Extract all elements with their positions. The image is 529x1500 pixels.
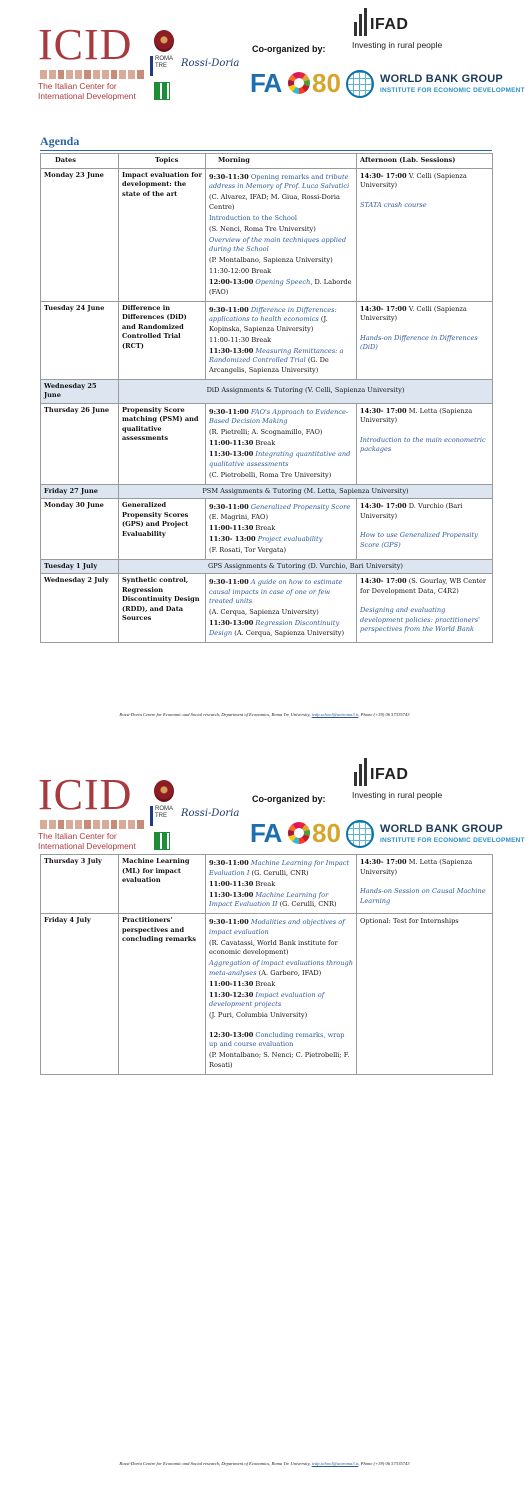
afternoon-session (357, 301, 493, 379)
ifad-name: IFAD (370, 16, 409, 33)
session-line (209, 256, 353, 266)
session-text: Introduction to the main econometric packages (360, 435, 486, 453)
session-line (360, 606, 489, 635)
session-text: Overview of the main techniques applied during the School (209, 235, 347, 253)
column-header-morning: Morning (206, 154, 357, 169)
footer-phone: , Phone (+39) 06 57335743 (358, 712, 410, 717)
session-text: (J. Puri, Columbia University) (209, 1011, 308, 1019)
session-line (209, 471, 353, 481)
session-text: M. Letta (Sapienza University) (360, 858, 473, 876)
session-line (209, 408, 353, 427)
session-line (360, 407, 489, 426)
icid-name-line1: The Italian Center for (38, 831, 117, 841)
session-time: 11:00-11:30 (209, 523, 254, 532)
session-text: (A. Cerqua, Sapienza University) (232, 628, 345, 637)
agenda-date: Friday 27 June (41, 484, 119, 499)
session-text: (F. Rosati, Tor Vergata) (209, 545, 287, 554)
world-bank-logo (346, 70, 525, 100)
tutoring-session: DiD Assignments & Tutoring (V. Celli, Sapienza University) (119, 379, 493, 403)
session-text: Opening Speech (253, 278, 311, 286)
icid-name-line2: International Development (38, 841, 136, 851)
session-text: Machine Learning for Impact Evaluation I (209, 859, 350, 877)
session-time: 14:30- 17:00 (360, 304, 407, 313)
fao-anniversary: 80 (312, 818, 341, 848)
session-text: Designing and evaluating development policies: practitioners' perspectives from the World Bank (360, 606, 480, 633)
session-line (209, 225, 353, 235)
session-time: 9:30-11:00 (209, 918, 249, 926)
session-line (360, 201, 489, 211)
session-line (209, 939, 353, 958)
fao-text: FA (250, 68, 282, 98)
session-text: (C. Alvarez, IFAD; M. Giua, Rossi-Doria Centre) (209, 193, 340, 211)
session-text: Aggregation of impact evaluations through meta-analyses (209, 959, 353, 977)
session-text: Modalities and objectives of impact evaluation (209, 918, 345, 936)
fao-text: FA (250, 818, 282, 848)
session-text: Project evaluability (255, 534, 323, 543)
session-text: (A. Garbero, IFAD) (256, 968, 322, 977)
session-line (209, 608, 353, 618)
roma-tre-line1: ROMA (155, 806, 173, 812)
session-line (360, 577, 489, 596)
icid-logo-text: ICID (38, 770, 133, 819)
session-line (209, 267, 353, 277)
session-time: 11:30-12:30 (209, 990, 254, 999)
icid-logo-text: ICID (38, 20, 133, 69)
icid-logo (38, 20, 148, 107)
session-line (360, 436, 489, 455)
session-line (209, 278, 353, 297)
icid-logo-squares (40, 820, 144, 829)
session-text: Break (253, 523, 276, 532)
session-line (209, 619, 353, 638)
page-footer (0, 1461, 529, 1466)
world-bank-name: WORLD BANK GROUP (380, 823, 503, 835)
session-text: (G. Cerulli, CNR) (249, 868, 309, 877)
agenda-row (41, 574, 493, 643)
world-bank-institute: INSTITUTE FOR ECONOMIC DEVELOPMENT (380, 837, 525, 844)
agenda-date: Thursday 3 July (41, 855, 119, 914)
fao-anniversary: 80 (312, 68, 341, 98)
session-text: (P. Montalbano, Sapienza University) (209, 256, 333, 264)
agenda-tutoring-row (41, 379, 493, 403)
session-text: STATA crash course (360, 200, 427, 209)
session-text: (G. De Arcangelis, Sapienza University) (209, 356, 329, 374)
session-line (209, 918, 353, 937)
session-line (209, 880, 353, 890)
session-line (360, 858, 489, 877)
session-time: 9:30-11:00 (209, 407, 249, 416)
agenda-tutoring-row (41, 484, 493, 499)
session-line (360, 917, 489, 927)
session-text: (P. Montalbano; S. Nenci; C. Pietrobelli; F. Rosati) (209, 1051, 350, 1069)
globe-icon (346, 820, 374, 848)
agenda-row (41, 301, 493, 379)
footer-phone: , Phone (+39) 06 57335743 (358, 1461, 410, 1466)
agenda-date: Monday 30 June (41, 499, 119, 560)
morning-session (206, 855, 357, 914)
agenda-divider (40, 150, 492, 151)
afternoon-session (357, 499, 493, 560)
session-text: Opening remarks and (248, 172, 326, 181)
session-line (360, 334, 489, 353)
morning-session (206, 914, 357, 1075)
session-line (209, 193, 353, 212)
column-header-topics: Topics (119, 154, 206, 169)
agenda-row (41, 403, 493, 484)
session-time: 11:30-13:00 (209, 346, 254, 355)
agenda-date: Tuesday 1 July (41, 559, 119, 574)
rossi-doria-logo: Rossi-Doria (181, 58, 240, 69)
tutoring-session: PSM Assignments & Tutoring (M. Letta, Sapienza University) (119, 484, 493, 499)
footer-text: Rossi-Doria Centre for Economic and Social research, Department of Economics, Roma Tre University, (119, 1461, 311, 1466)
icid-logo (38, 770, 148, 857)
icid-logo-letters (38, 20, 133, 69)
morning-session (206, 168, 357, 301)
column-header-dates: Dates (41, 154, 119, 169)
agenda-header-row (41, 154, 493, 169)
session-line (209, 959, 353, 978)
roma-tre-line2: TRE (155, 63, 167, 69)
fao-sdg-ring-icon (288, 822, 310, 844)
icid-full-name (38, 81, 158, 101)
session-line (209, 524, 353, 534)
morning-session (206, 403, 357, 484)
afternoon-session (357, 574, 493, 643)
world-bank-logo (346, 820, 525, 850)
session-time: 11:00-11:30 (209, 879, 254, 888)
morning-session (206, 499, 357, 560)
agenda-date: Tuesday 24 June (41, 301, 119, 379)
session-text: A guide on how to estimate causal impacts in case of one or few treated units (209, 578, 343, 605)
session-text: V. Celli (Sapienza University) (360, 304, 467, 322)
session-line (360, 502, 489, 521)
agenda-row (41, 499, 493, 560)
session-text: Break (253, 879, 276, 888)
session-text: How to use Generalized Propensity Score (GPS) (360, 531, 478, 549)
session-time: 11:00-11:30 (209, 439, 254, 447)
session-line (209, 439, 353, 449)
session-line (209, 347, 353, 376)
session-time: 11:30-13:00 (209, 619, 254, 627)
session-line (209, 450, 353, 469)
morning-session (206, 301, 357, 379)
sapienza-seal-icon (154, 780, 174, 802)
session-text: Generalized Propensity Score (248, 503, 351, 511)
icid-logo-letters (38, 770, 133, 819)
agenda-topic: Generalized Propensity Scores (GPS) and Project Evaluability (119, 499, 206, 560)
roma-tre-line1: ROMA (155, 56, 173, 62)
ifad-name: IFAD (370, 766, 409, 783)
footer-email-link[interactable]: iedp.school@uniroma3.it (311, 1461, 359, 1466)
agenda-table-continued (40, 854, 493, 1075)
session-line (360, 305, 489, 324)
session-text: , D. Laborde (FAO) (209, 278, 352, 296)
ifad-logo (352, 8, 472, 56)
session-time: 14:30- 17:00 (360, 406, 407, 415)
session-text: (R. Cavatassi, World Bank institute for economic development) (209, 938, 338, 956)
session-text: (J. Kopinska, Sapienza University) (209, 315, 328, 333)
session-text: Hands-on Session on Causal Machine Learning (360, 887, 486, 905)
session-text: (R. Pietrelli; A. Scognamillo, FAO) (209, 428, 323, 436)
session-text: Integrating quantitative and qualitative assessments (209, 450, 351, 468)
afternoon-session (357, 403, 493, 484)
session-time: 14:30- 17:00 (360, 502, 407, 510)
session-text: (E. Magrini, FAO) (209, 512, 269, 521)
globe-icon (346, 70, 374, 98)
page-footer (0, 712, 529, 717)
session-time: 9:30-11:00 (209, 859, 249, 867)
agenda-title: Agenda (40, 134, 80, 148)
session-line (209, 980, 353, 990)
session-text: Measuring Remittances: a Randomized Controlled Trial (209, 346, 344, 364)
fao-sdg-ring-icon (288, 72, 310, 94)
session-text: (C. Pietrobelli, Roma Tre University) (209, 470, 332, 479)
session-line (209, 173, 353, 192)
agenda-date: Wednesday 25 June (41, 379, 119, 403)
agenda-date: Friday 4 July (41, 914, 119, 1075)
co-organized-label: Co-organized by: (252, 44, 326, 54)
agenda-topic: Propensity Score matching (PSM) and qualitative assessments (119, 403, 206, 484)
co-organized-label: Co-organized by: (252, 794, 326, 804)
session-line (209, 428, 353, 438)
session-text: (A. Cerqua, Sapienza University) (209, 608, 319, 616)
session-text: Difference in Differences: applications to health economics (209, 305, 337, 323)
agenda-date: Wednesday 2 July (41, 574, 119, 643)
session-text: Regression Discontinuity Design (209, 619, 340, 637)
agenda-topic: Machine Learning (ML) for impact evaluation (119, 855, 206, 914)
session-time: 9:30-11:30 (209, 172, 249, 181)
page-header (0, 750, 529, 865)
agenda-rows (41, 168, 493, 642)
session-line (209, 503, 353, 522)
session-text: M. Letta (Sapienza University) (360, 406, 473, 424)
session-time: 14:30- 17:00 (360, 858, 407, 866)
agenda-topic: Practitioners' perspectives and concluding remarks (119, 914, 206, 1075)
session-time: 11:30- 13:00 (209, 534, 256, 543)
session-line (209, 1011, 353, 1021)
session-time: 12:00-13:00 (209, 278, 254, 286)
roma-tre-logo (150, 56, 178, 76)
icid-logo-squares (40, 70, 144, 79)
roma-tre-logo (150, 806, 178, 826)
agenda-rows (41, 855, 493, 1075)
icid-full-name (38, 831, 158, 851)
session-text: 11:00-11:30 Break (209, 335, 272, 344)
agenda-tutoring-row (41, 559, 493, 574)
agenda-date: Monday 23 June (41, 168, 119, 301)
session-text: (S. Nenci, Roma Tre University) (209, 224, 316, 233)
agenda-date: Thursday 26 June (41, 403, 119, 484)
agenda-row (41, 168, 493, 301)
afternoon-session (357, 168, 493, 301)
afternoon-session (357, 855, 493, 914)
session-text: FAO's Approach to Evidence-Based Decision Making (209, 407, 349, 425)
session-text: Optional: Test for Internships (360, 917, 459, 925)
agenda-topic: Difference in Differences (DiD) and Randomized Controlled Trial (RCT) (119, 301, 206, 379)
session-line (360, 887, 489, 906)
session-text: Concluding remarks, wrap up and course evaluation (209, 1030, 345, 1048)
page-header (0, 0, 529, 115)
session-text: Break (253, 979, 276, 988)
agenda-table (40, 153, 493, 643)
session-line (360, 172, 489, 191)
fao-logo (250, 818, 341, 848)
partner-logos (150, 30, 240, 102)
rossi-doria-logo: Rossi-Doria (181, 808, 240, 819)
session-line (209, 891, 353, 910)
session-time: 14:30- 17:00 (360, 577, 407, 585)
session-text: V. Celli (Sapienza University) (360, 171, 467, 189)
session-line (209, 535, 353, 545)
session-text: (G. Cerulli, CNR) (277, 900, 337, 908)
footer-email-link[interactable]: iedp.school@uniroma3.it (311, 712, 359, 717)
session-line (209, 306, 353, 335)
session-time: 11:30-13:00 (209, 890, 254, 899)
session-line (209, 236, 353, 255)
agenda-row (41, 855, 493, 914)
session-line (209, 859, 353, 878)
sapienza-seal-icon (154, 30, 174, 52)
session-text: Introduction to the School (209, 213, 297, 222)
green-emblem-icon (154, 832, 170, 850)
session-line (209, 1031, 353, 1050)
page-2 (0, 750, 529, 1500)
agenda-topic: Impact evaluation for development: the state of the art (119, 168, 206, 301)
session-line (209, 336, 353, 346)
session-time: 12:30-13:00 (209, 1030, 254, 1039)
icid-name-line2: International Development (38, 91, 136, 101)
afternoon-session (357, 914, 493, 1075)
ifad-tagline: Investing in rural people (352, 790, 443, 800)
session-text: Machine Learning for Impact Evaluation II (209, 890, 329, 908)
fao-logo (250, 68, 341, 98)
tutoring-session: GPS Assignments & Tutoring (D. Vurchio, Bari University) (119, 559, 493, 574)
session-text: (S. Gourlay, WB Center for Development Data, C4R2) (360, 577, 487, 595)
world-bank-name: WORLD BANK GROUP (380, 73, 503, 85)
session-text: D. Vurchio (Bari University) (360, 502, 463, 520)
footer-text: Rossi-Doria Centre for Economic and Social research, Department of Economics, Roma Tre University, (119, 712, 311, 717)
session-line (209, 546, 353, 556)
column-header-afternoon: Afternoon (Lab. Sessions) (357, 154, 493, 169)
session-text: 11:30-12:00 Break (209, 267, 272, 275)
world-bank-institute: INSTITUTE FOR ECONOMIC DEVELOPMENT (380, 87, 525, 94)
session-text: Impact evaluation of development projects (209, 990, 325, 1008)
partner-logos (150, 780, 240, 852)
morning-session (206, 574, 357, 643)
session-time: 11:30-13:00 (209, 450, 254, 458)
session-line (209, 578, 353, 607)
session-time: 9:30-11:00 (209, 305, 249, 314)
agenda-topic: Synthetic control, Regression Discontinuity Design (RDD), and Data Sources (119, 574, 206, 643)
session-line (360, 531, 489, 550)
session-time: 14:30- 17:00 (360, 171, 407, 180)
agenda-row (41, 914, 493, 1075)
session-time: 9:30-11:00 (209, 578, 249, 586)
session-text: tribute address in Memory of Prof. Luca Salvatici (209, 172, 350, 190)
ifad-tagline: Investing in rural people (352, 40, 443, 50)
green-emblem-icon (154, 82, 170, 100)
ifad-wheat-icon (352, 8, 372, 36)
ifad-logo (352, 758, 472, 806)
session-time: 11:00-11:30 (209, 979, 254, 988)
session-line (209, 1051, 353, 1070)
session-line (209, 991, 353, 1010)
session-line (209, 214, 353, 224)
session-time: 9:30-11:00 (209, 503, 249, 511)
roma-tre-line2: TRE (155, 813, 167, 819)
icid-name-line1: The Italian Center for (38, 81, 117, 91)
ifad-wheat-icon (352, 758, 372, 786)
session-text: Hands-on Difference in Differences (DiD) (360, 333, 478, 351)
session-text: Break (253, 439, 276, 447)
